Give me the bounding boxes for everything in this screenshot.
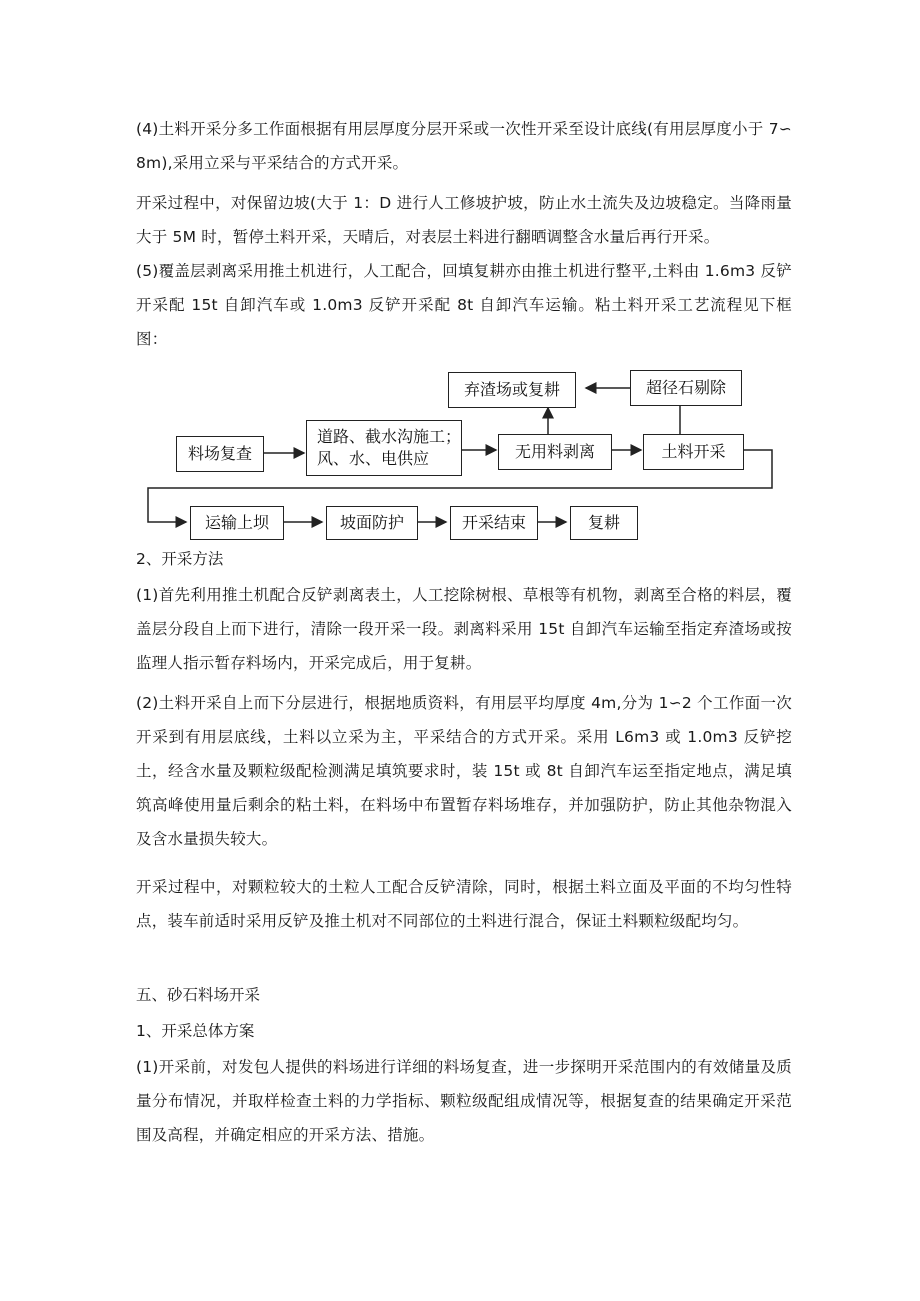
roads-line-2: 风、水、电供应 <box>317 449 430 468</box>
paragraph-earth-mining-layers: (4)土料开采分多工作面根据有用层厚度分层开采或一次性开采至设计底线(有用层厚度小于 7∽8m),采用立采与平采结合的方式开采。 <box>136 120 792 172</box>
box-oversize-removal: 超径石剔除 <box>630 370 742 406</box>
paragraph-slope-protection: 开采过程中，对保留边坡(大于 1：D 进行人工修坡护坡，防止水土流失及边坡稳定。当降雨量大于 5M 时，暂停土料开采，天晴后，对表层土料进行翻晒调整含水量后再行开采。 <box>136 194 792 246</box>
box-site-review: 料场复查 <box>176 436 264 472</box>
paragraph-pre-mining-review: (1)开采前，对发包人提供的料场进行详细的料场复查，进一步探明开采范围内的有效储量及质量分布情况，并取样检查土料的力学指标、颗粒级配组成情况等，根据复查的结果确定开采范围及高程，并确定相应的开采方法、措施。 <box>136 1058 792 1144</box>
box-disposal-or-reclaim: 弃渣场或复耕 <box>448 372 576 408</box>
box-mining-end: 开采结束 <box>450 506 538 540</box>
box-slope-protection: 坡面防护 <box>326 506 418 540</box>
paragraph-topsoil-stripping: (1)首先利用推土机配合反铲剥离表土，人工挖除树根、草根等有机物，剥离至合格的料层，覆盖层分段自上而下进行，清除一段开采一段。剥离料采用 15t 自卸汽车运输至指定弃渣场或按监理人指示暂存料场内，开采完成后，用于复耕。 <box>136 586 792 672</box>
box-waste-stripping: 无用料剥离 <box>498 434 612 470</box>
heading-mining-method: 2、开采方法 <box>136 550 224 568</box>
box-roads-utilities <box>306 420 462 476</box>
paragraph-overburden-stripping: (5)覆盖层剥离采用推土机进行，人工配合，回填复耕亦由推土机进行整平,土料由 1.6m3 反铲开采配 15t 自卸汽车或 1.0m3 反铲开采配 8t 自卸汽车运输。粘土料开采工艺流程见下框图： <box>136 262 792 348</box>
paragraph-large-particle-removal: 开采过程中，对颗粒较大的土粒人工配合反铲清除，同时，根据土料立面及平面的不均匀性特点，装车前适时采用反铲及推土机对不同部位的土料进行混合，保证土料颗粒级配均匀。 <box>136 878 792 930</box>
clay-mining-flowchart <box>140 362 780 544</box>
heading-gravel-quarry: 五、砂石料场开采 <box>136 986 261 1004</box>
box-transport-to-dam: 运输上坝 <box>190 506 284 540</box>
box-earth-mining: 土料开采 <box>643 434 744 470</box>
heading-overall-plan: 1、开采总体方案 <box>136 1022 255 1040</box>
roads-line-1: 道路、截水沟施工； <box>317 427 462 446</box>
box-reclamation: 复耕 <box>570 506 638 540</box>
paragraph-layered-mining: (2)土料开采自上而下分层进行，根据地质资料，有用层平均厚度 4m,分为 1∽2 个工作面一次开采到有用层底线，土料以立采为主，平采结合的方式开采。采用 L6m3 或 1.0m3 反铲挖土，经含水量及颗粒级配检测满足填筑要求时，装 15t 或 8t 自卸汽车运至指定地点，满足填筑高峰使用量后剩余的粘土料，在料场中布置暂存料场堆存，并加强防护，防止其他杂物混入及含水量损失较大。 <box>136 694 792 848</box>
